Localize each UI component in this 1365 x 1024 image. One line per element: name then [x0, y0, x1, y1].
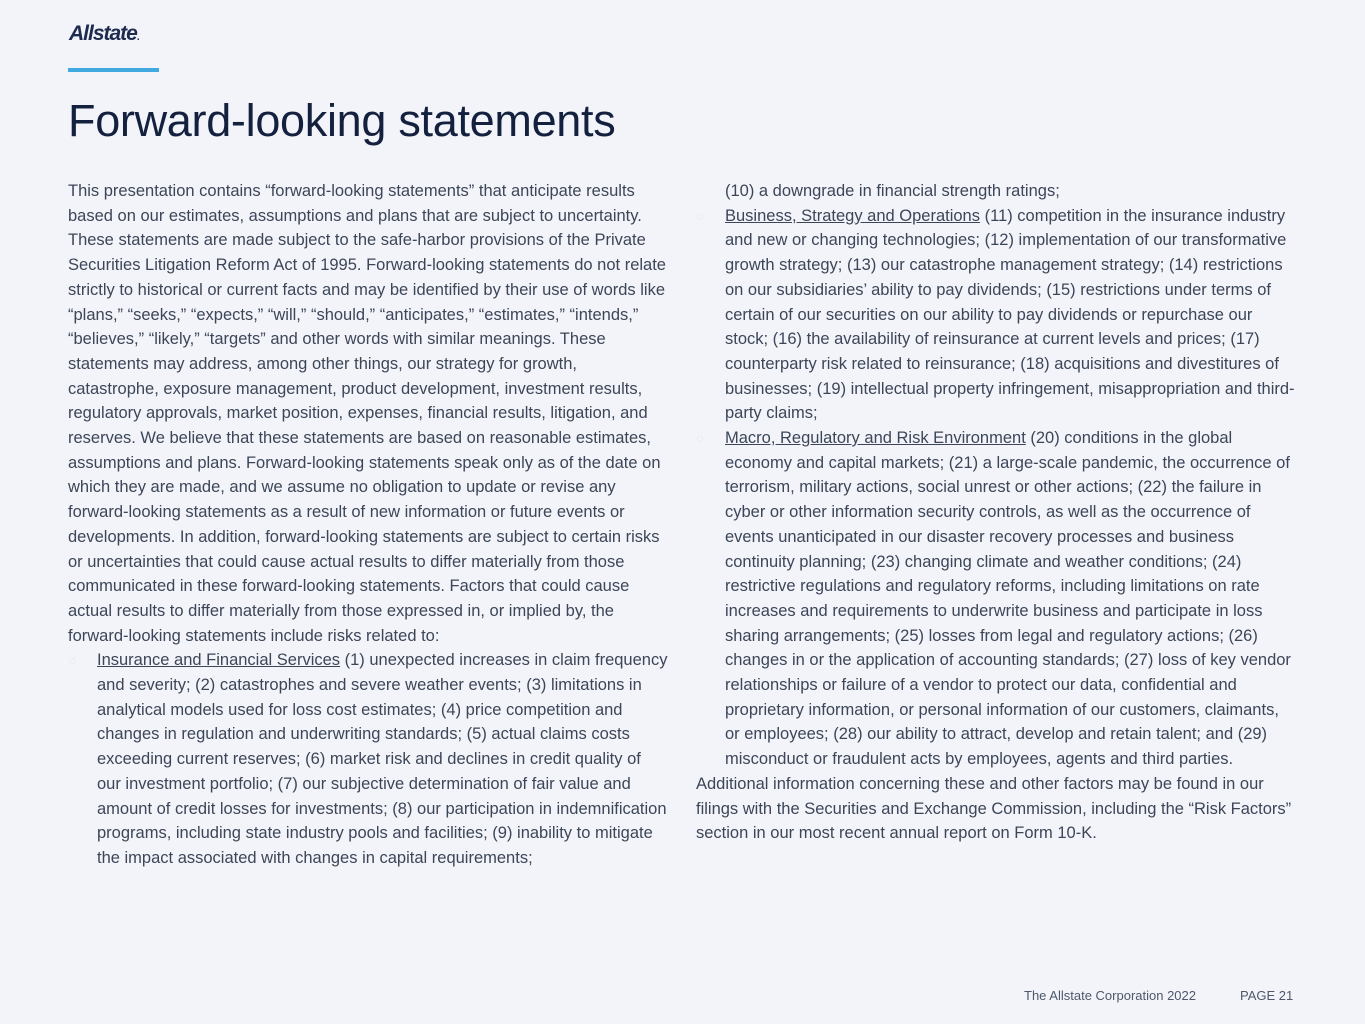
- left-column: [68, 179, 668, 871]
- closing-paragraph: Additional information concerning these and other factors may be found in our filings with the Securities and Exchange Commission, including the “Risk Factors” section in our most recent annual report on Form 10-K.: [696, 774, 1292, 843]
- bullet-macro-regulatory-risk: [696, 426, 1296, 772]
- bullet-text: (1) unexpected increases in claim frequency and severity; (2) catastrophes and severe weather events; (3) limitations in analytical models used for loss cost estimates; (4) price competition and changes in regulation and underwriting standards; (5) actual claims costs exceeding current reserves; (6) market risk and declines in credit quality of our investment portfolio; (7) our subjective determination of fair value and amount of credit losses for investments; (8) our participation in indemnification programs, including state industry pools and facilities; (9) inability to mitigate the impact associated with changes in capital requirements;: [97, 651, 668, 867]
- logo-wordmark: Allstate: [69, 22, 137, 45]
- right-column: [696, 179, 1296, 846]
- bullet-insurance-financial-services: [68, 648, 668, 870]
- bullet-heading: Macro, Regulatory and Risk Environment: [725, 429, 1026, 448]
- bullet-text: (20) conditions in the global economy and capital markets; (21) a large-scale pandemic, the occurrence of terrorism, military actions, social unrest or other actions; (22) the failure in cyber or other information security controls, as well as the occurrence of events unanticipated in our disaster recovery processes and business continuity planning; (23) changing climate and weather conditions; (24) restrictive regulations and regulatory reforms, including limitations on rate increases and requirements to underwrite business and participate in loss sharing arrangements; (25) losses from legal and regulatory actions; (26) changes in or the application of accounting standards; (27) loss of key vendor relationships or failure of a vendor to protect our data, confidential and proprietary information, or personal information of our customers, claimants, or employees; (28) our ability to attract, develop and retain talent; and (29) misconduct or fraudulent acts by employees, agents and third parties.: [725, 429, 1291, 769]
- logo-mark: .: [136, 32, 139, 43]
- footer-page-number: PAGE 21: [1240, 988, 1294, 1003]
- title-accent-bar: [68, 68, 159, 72]
- bullet-text: (11) competition in the insurance industry and new or changing technologies; (12) implementation of our transformative growth strategy; (13) our catastrophe management strategy; (14) restrictions on our subsidiaries’ ability to pay dividends; (15) restrictions under terms of certain of our securities on our ability to pay dividends or repurchase our stock; (16) the availability of reinsurance at current levels and prices; (17) counterparty risk related to reinsurance; (18) acquisitions and divestitures of businesses; (19) intellectual property infringement, misappropriation and third-party claims;: [725, 206, 1295, 423]
- bullet-circle-icon: ○: [68, 652, 77, 669]
- bullet-circle-icon: ○: [696, 430, 705, 447]
- bullet-continuation: (10) a downgrade in financial strength ratings;: [725, 182, 1060, 200]
- intro-paragraph: This presentation contains “forward-looking statements” that anticipate results based on our estimates, assumptions and plans that are subject to uncertainty. These statements are made subject to the safe-harbor provisions of the Private Securities Litigation Reform Act of 1995. Forward-looking statements do not relate strictly to historical or current facts and may be identified by their use of words like “plans,” “seeks,” “expects,” “will,” “should,” “anticipates,” “estimates,” “intends,” “believes,” “likely,” “targets” and other words with similar meanings. These statements may address, among other things, our strategy for growth, catastrophe, exposure management, product development, investment results, regulatory approvals, market position, expenses, financial results, litigation, and reserves. We believe that these statements are based on reasonable estimates, assumptions and plans. Forward-looking statements speak only as of the date on which they are made, and we assume no obligation to update or revise any forward-looking statements as a result of new information or future events or developments. In addition, forward-looking statements are subject to certain risks or uncertainties that could cause actual results to differ materially from those communicated in these forward-looking statements. Factors that could cause actual results to differ materially from those expressed in, or implied by, the forward-looking statements include risks related to:: [68, 182, 666, 645]
- bullet-heading: Business, Strategy and Operations: [725, 206, 980, 225]
- bullet-circle-icon: ○: [696, 207, 705, 224]
- page-title: Forward-looking statements: [68, 95, 616, 146]
- footer-corporation: The Allstate Corporation 2022: [1024, 988, 1196, 1003]
- allstate-logo: [69, 22, 139, 46]
- bullet-business-strategy-operations: [696, 204, 1296, 426]
- bullet-heading: Insurance and Financial Services: [97, 651, 341, 670]
